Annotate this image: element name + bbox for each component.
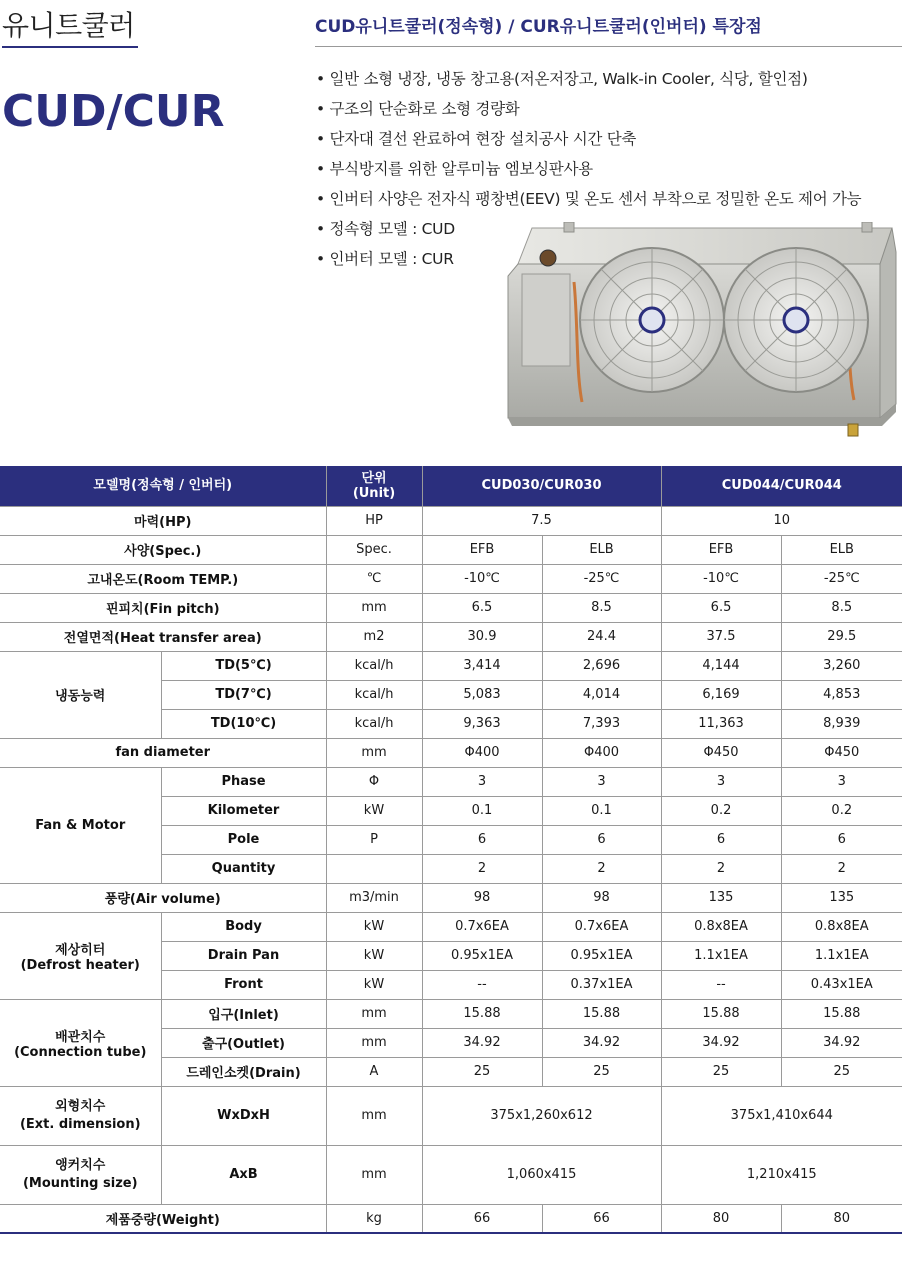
value-cell: 2 — [781, 854, 902, 883]
category-underline — [2, 46, 138, 48]
value-cell: 4,014 — [542, 680, 661, 709]
feature-item: • 구조의 단순화로 소형 경량화 — [316, 94, 861, 124]
unit-cell: kcal/h — [326, 709, 422, 738]
value-cell: 25 — [781, 1057, 902, 1086]
value-cell: 37.5 — [661, 622, 781, 651]
row-label: 마력(HP) — [0, 506, 326, 535]
heading-divider — [315, 46, 902, 47]
value-cell: 0.7x6EA — [422, 912, 542, 941]
value-cell: 30.9 — [422, 622, 542, 651]
feature-item: • 부식방지를 위한 알루미늄 엠보싱판사용 — [316, 154, 861, 184]
row-label: 풍량(Air volume) — [0, 883, 326, 912]
row-label: 제품중량(Weight) — [0, 1204, 326, 1233]
value-cell: 2,696 — [542, 651, 661, 680]
value-cell: 15.88 — [542, 999, 661, 1028]
sub-label: AxB — [161, 1145, 326, 1204]
value-cell: 375x1,410x644 — [661, 1086, 902, 1145]
unit-cell: mm — [326, 1145, 422, 1204]
table-row — [0, 506, 902, 535]
value-cell: ELB — [781, 535, 902, 564]
value-cell: 2 — [422, 854, 542, 883]
value-cell: 8.5 — [542, 593, 661, 622]
sub-label: TD(7℃) — [161, 680, 326, 709]
value-cell: 1,060x415 — [422, 1145, 661, 1204]
value-cell: 34.92 — [542, 1028, 661, 1057]
sub-label: Body — [161, 912, 326, 941]
table-row — [0, 767, 902, 796]
value-cell: 6,169 — [661, 680, 781, 709]
header-unit: 단위 (Unit) — [326, 466, 422, 506]
value-cell: 10 — [661, 506, 902, 535]
value-cell: 7,393 — [542, 709, 661, 738]
product-heading: CUD유니트쿨러(정속형) / CUR유니트쿨러(인버터) 특장점 — [315, 17, 762, 37]
value-cell: 6 — [542, 825, 661, 854]
unit-cell: kW — [326, 796, 422, 825]
value-cell: 34.92 — [422, 1028, 542, 1057]
sub-label: WxDxH — [161, 1086, 326, 1145]
value-cell: 15.88 — [422, 999, 542, 1028]
value-cell: Φ400 — [542, 738, 661, 767]
value-cell: 1,210x415 — [661, 1145, 902, 1204]
sub-label: Front — [161, 970, 326, 999]
value-cell: 7.5 — [422, 506, 661, 535]
value-cell: 0.1 — [542, 796, 661, 825]
table-row — [0, 593, 902, 622]
sub-label: 출구(Outlet) — [161, 1028, 326, 1057]
unit-cell: mm — [326, 1028, 422, 1057]
value-cell: ELB — [542, 535, 661, 564]
table-row — [0, 1204, 902, 1233]
value-cell: 15.88 — [781, 999, 902, 1028]
value-cell: 0.2 — [661, 796, 781, 825]
value-cell: 6 — [781, 825, 902, 854]
value-cell: -10℃ — [422, 564, 542, 593]
table-row — [0, 535, 902, 564]
table-row — [0, 1086, 902, 1145]
value-cell: 6 — [661, 825, 781, 854]
value-cell: 3 — [781, 767, 902, 796]
value-cell: 66 — [542, 1204, 661, 1233]
group-label: 앵커치수 (Mounting size) — [0, 1145, 161, 1204]
value-cell: 0.43x1EA — [781, 970, 902, 999]
sub-label: Phase — [161, 767, 326, 796]
feature-item: • 단자대 결선 완료하여 현장 설치공사 시간 단축 — [316, 124, 861, 154]
feature-item: • 일반 소형 냉장, 냉동 창고용(저온저장고, Walk-in Cooler, 식당, 할인점) — [316, 64, 861, 94]
table-row — [0, 883, 902, 912]
row-label: fan diameter — [0, 738, 326, 767]
value-cell: 6.5 — [661, 593, 781, 622]
value-cell: 25 — [661, 1057, 781, 1086]
model-title: CUD/CUR — [2, 86, 225, 137]
value-cell: 5,083 — [422, 680, 542, 709]
value-cell: 15.88 — [661, 999, 781, 1028]
group-label: 외형치수 (Ext. dimension) — [0, 1086, 161, 1145]
value-cell: 0.2 — [781, 796, 902, 825]
sub-label: 입구(Inlet) — [161, 999, 326, 1028]
value-cell: -- — [422, 970, 542, 999]
group-label: Fan & Motor — [0, 767, 161, 883]
row-label: 고내온도(Room TEMP.) — [0, 564, 326, 593]
category-title: 유니트쿨러 — [2, 9, 135, 42]
value-cell: 25 — [422, 1057, 542, 1086]
value-cell: 6.5 — [422, 593, 542, 622]
group-label: 배관치수 (Connection tube) — [0, 999, 161, 1086]
sub-label: Drain Pan — [161, 941, 326, 970]
value-cell: 34.92 — [781, 1028, 902, 1057]
value-cell: 0.1 — [422, 796, 542, 825]
row-label: 핀피치(Fin pitch) — [0, 593, 326, 622]
value-cell: 3,414 — [422, 651, 542, 680]
value-cell: 6 — [422, 825, 542, 854]
value-cell: 29.5 — [781, 622, 902, 651]
table-row — [0, 912, 902, 941]
value-cell: Φ400 — [422, 738, 542, 767]
sub-label: 드레인소켓(Drain) — [161, 1057, 326, 1086]
table-row — [0, 1145, 902, 1204]
value-cell: 1.1x1EA — [781, 941, 902, 970]
group-label: 제상히터 (Defrost heater) — [0, 912, 161, 999]
value-cell: EFB — [661, 535, 781, 564]
value-cell: 0.8x8EA — [781, 912, 902, 941]
unit-cell: mm — [326, 593, 422, 622]
table-row — [0, 564, 902, 593]
unit-cell: kW — [326, 912, 422, 941]
unit-cell: kW — [326, 970, 422, 999]
value-cell: Φ450 — [661, 738, 781, 767]
table-row — [0, 622, 902, 651]
sub-label: Kilometer — [161, 796, 326, 825]
unit-cell: kcal/h — [326, 651, 422, 680]
sub-label: Quantity — [161, 854, 326, 883]
header-model-1: CUD030/CUR030 — [422, 466, 661, 506]
feature-item: • 인버터 사양은 전자식 팽창변(EEV) 및 온도 센서 부착으로 정밀한 온도 제어 가능 — [316, 184, 861, 214]
value-cell: 9,363 — [422, 709, 542, 738]
unit-cell: ℃ — [326, 564, 422, 593]
header-model: 모델명(정속형 / 인버터) — [0, 466, 326, 506]
unit-cell: kW — [326, 941, 422, 970]
value-cell: 80 — [781, 1204, 902, 1233]
feature-item: • 정속형 모델 : CUD — [316, 214, 861, 244]
value-cell: 80 — [661, 1204, 781, 1233]
value-cell: 3 — [422, 767, 542, 796]
unit-cell — [326, 854, 422, 883]
value-cell: 135 — [781, 883, 902, 912]
table-header-row — [0, 466, 902, 506]
row-label: 전열면적(Heat transfer area) — [0, 622, 326, 651]
value-cell: 25 — [542, 1057, 661, 1086]
spec-table — [0, 466, 902, 1234]
unit-cell: HP — [326, 506, 422, 535]
unit-cell: m3/min — [326, 883, 422, 912]
value-cell: 8.5 — [781, 593, 902, 622]
value-cell: 11,363 — [661, 709, 781, 738]
sub-label: Pole — [161, 825, 326, 854]
header-model-2: CUD044/CUR044 — [661, 466, 902, 506]
feature-item: • 인버터 모델 : CUR — [316, 244, 861, 274]
value-cell: 135 — [661, 883, 781, 912]
value-cell: -- — [661, 970, 781, 999]
value-cell: 3 — [542, 767, 661, 796]
value-cell: 24.4 — [542, 622, 661, 651]
table-row — [0, 999, 902, 1028]
value-cell: -25℃ — [542, 564, 661, 593]
value-cell: 4,144 — [661, 651, 781, 680]
value-cell: -10℃ — [661, 564, 781, 593]
value-cell: 2 — [542, 854, 661, 883]
value-cell: 2 — [661, 854, 781, 883]
unit-cell: kcal/h — [326, 680, 422, 709]
value-cell: 0.95x1EA — [422, 941, 542, 970]
value-cell: 98 — [542, 883, 661, 912]
unit-cell: P — [326, 825, 422, 854]
unit-cell: kg — [326, 1204, 422, 1233]
table-row — [0, 651, 902, 680]
value-cell: 375x1,260x612 — [422, 1086, 661, 1145]
value-cell: 3,260 — [781, 651, 902, 680]
value-cell: -25℃ — [781, 564, 902, 593]
unit-cell: mm — [326, 999, 422, 1028]
unit-cell: mm — [326, 1086, 422, 1145]
value-cell: 4,853 — [781, 680, 902, 709]
value-cell: Φ450 — [781, 738, 902, 767]
sub-label: TD(10℃) — [161, 709, 326, 738]
value-cell: 0.95x1EA — [542, 941, 661, 970]
value-cell: 0.8x8EA — [661, 912, 781, 941]
unit-cooler-image — [504, 222, 900, 448]
value-cell: 0.37x1EA — [542, 970, 661, 999]
unit-cell: m2 — [326, 622, 422, 651]
value-cell: 3 — [661, 767, 781, 796]
value-cell: 34.92 — [661, 1028, 781, 1057]
value-cell: 1.1x1EA — [661, 941, 781, 970]
unit-cell: Spec. — [326, 535, 422, 564]
sub-label: TD(5℃) — [161, 651, 326, 680]
value-cell: 98 — [422, 883, 542, 912]
unit-cell: mm — [326, 738, 422, 767]
unit-cell: A — [326, 1057, 422, 1086]
value-cell: 8,939 — [781, 709, 902, 738]
unit-cell: Φ — [326, 767, 422, 796]
row-label: 사양(Spec.) — [0, 535, 326, 564]
value-cell: 66 — [422, 1204, 542, 1233]
table-row — [0, 738, 902, 767]
value-cell: 0.7x6EA — [542, 912, 661, 941]
group-label: 냉동능력 — [0, 651, 161, 738]
value-cell: EFB — [422, 535, 542, 564]
